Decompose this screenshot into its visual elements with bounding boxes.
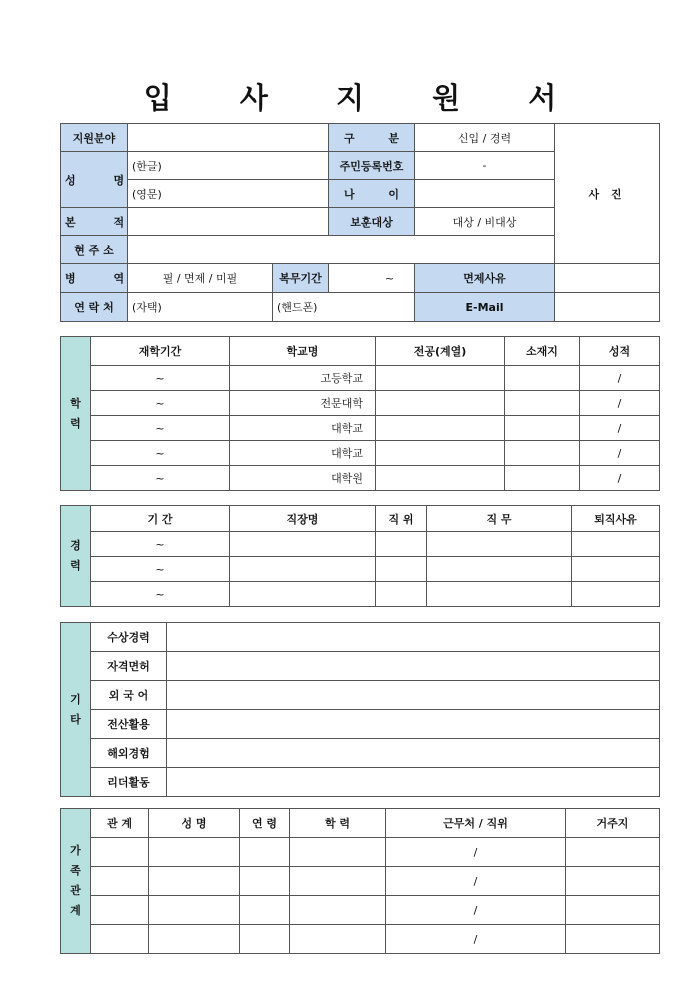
name-eng-input[interactable]: (영문) <box>128 180 329 208</box>
grade-cell[interactable]: / <box>580 391 660 416</box>
rrn-label: 주민등록번호 <box>329 152 415 180</box>
field-input[interactable] <box>128 124 329 152</box>
period-cell[interactable]: ~ <box>91 441 230 466</box>
education-header: 성적 <box>580 337 660 366</box>
duty-cell[interactable] <box>427 582 572 607</box>
service-label: 복무기간 <box>273 264 329 293</box>
etc-item-label: 해외경험 <box>91 739 167 768</box>
etc-item-label: 외 국 어 <box>91 681 167 710</box>
company-cell[interactable] <box>230 582 376 607</box>
career-header: 직 무 <box>427 506 572 532</box>
major-cell[interactable] <box>376 416 505 441</box>
family-edu-cell[interactable] <box>290 867 386 896</box>
veteran-value[interactable]: 대상 / 비대상 <box>415 208 555 236</box>
education-table <box>60 336 660 491</box>
table-row <box>61 441 660 466</box>
basic-info-table <box>60 123 660 322</box>
period-cell[interactable]: ~ <box>91 466 230 491</box>
family-name-cell[interactable] <box>149 867 240 896</box>
service-value[interactable]: ~ <box>329 264 415 293</box>
major-cell[interactable] <box>376 441 505 466</box>
school-cell[interactable]: 대학교 <box>230 416 376 441</box>
position-cell[interactable] <box>376 532 427 557</box>
family-age-cell[interactable] <box>240 867 290 896</box>
family-age-cell[interactable] <box>240 838 290 867</box>
workplace-cell[interactable]: / <box>386 896 566 925</box>
field-label: 지원분야 <box>61 124 128 152</box>
period-cell[interactable]: ~ <box>91 582 230 607</box>
workplace-cell[interactable]: / <box>386 867 566 896</box>
family-header: 관 계 <box>91 809 149 838</box>
address-label: 현 주 소 <box>61 236 128 264</box>
period-cell[interactable]: ~ <box>91 416 230 441</box>
leave-reason-cell[interactable] <box>572 582 660 607</box>
mobile-input[interactable]: (핸드폰) <box>273 293 415 322</box>
career-header: 기 간 <box>91 506 230 532</box>
table-row <box>61 925 660 954</box>
grade-cell[interactable]: / <box>580 441 660 466</box>
family-header: 근무처 / 직위 <box>386 809 566 838</box>
residence-cell[interactable] <box>566 925 660 954</box>
school-cell[interactable]: 고등학교 <box>230 366 376 391</box>
table-row <box>61 532 660 557</box>
etc-item-input[interactable] <box>167 681 660 710</box>
location-cell[interactable] <box>505 366 580 391</box>
page-title: 입 사 지 원 서 <box>143 81 586 115</box>
period-cell[interactable]: ~ <box>91 532 230 557</box>
period-cell[interactable]: ~ <box>91 366 230 391</box>
etc-item-label: 리더활동 <box>91 768 167 797</box>
family-header: 학 력 <box>290 809 386 838</box>
grade-cell[interactable]: / <box>580 416 660 441</box>
military-label: 병 역 <box>61 264 128 293</box>
family-edu-cell[interactable] <box>290 925 386 954</box>
major-cell[interactable] <box>376 466 505 491</box>
education-header: 학교명 <box>230 337 376 366</box>
family-name-cell[interactable] <box>149 925 240 954</box>
family-name-cell[interactable] <box>149 896 240 925</box>
etc-item-input[interactable] <box>167 739 660 768</box>
education-header: 전공(계열) <box>376 337 505 366</box>
origin-input[interactable] <box>128 208 329 236</box>
military-value[interactable]: 필 / 면제 / 미필 <box>128 264 273 293</box>
etc-item-label: 전산활용 <box>91 710 167 739</box>
age-input[interactable] <box>415 180 555 208</box>
career-header: 직 위 <box>376 506 427 532</box>
etc-item-label: 수상경력 <box>91 623 167 652</box>
email-label: E-Mail <box>415 293 555 322</box>
family-side-label: 가 족 관 계 <box>61 809 91 954</box>
workplace-cell[interactable]: / <box>386 925 566 954</box>
leave-reason-cell[interactable] <box>572 532 660 557</box>
family-table <box>60 808 660 954</box>
position-cell[interactable] <box>376 557 427 582</box>
leave-reason-cell[interactable] <box>572 557 660 582</box>
table-row <box>61 582 660 607</box>
school-cell[interactable]: 전문대학 <box>230 391 376 416</box>
grade-cell[interactable]: / <box>580 366 660 391</box>
category-label: 구 분 <box>329 124 415 152</box>
table-row <box>61 838 660 867</box>
table-row <box>61 867 660 896</box>
table-row <box>61 416 660 441</box>
residence-cell[interactable] <box>566 838 660 867</box>
company-cell[interactable] <box>230 557 376 582</box>
residence-cell[interactable] <box>566 896 660 925</box>
photo-box[interactable]: 사 진 <box>555 124 660 264</box>
location-cell[interactable] <box>505 466 580 491</box>
name-kor-input[interactable]: (한글) <box>128 152 329 180</box>
table-row <box>61 391 660 416</box>
exempt-input[interactable] <box>555 264 660 293</box>
career-header: 퇴직사유 <box>572 506 660 532</box>
family-edu-cell[interactable] <box>290 896 386 925</box>
education-header: 소재지 <box>505 337 580 366</box>
family-header: 거주지 <box>566 809 660 838</box>
company-cell[interactable] <box>230 532 376 557</box>
table-row <box>61 557 660 582</box>
veteran-label: 보훈대상 <box>329 208 415 236</box>
name-label: 성 명 <box>61 152 128 208</box>
location-cell[interactable] <box>505 441 580 466</box>
relation-cell[interactable] <box>91 925 149 954</box>
family-age-cell[interactable] <box>240 925 290 954</box>
family-edu-cell[interactable] <box>290 838 386 867</box>
table-row <box>61 366 660 391</box>
family-header: 연 령 <box>240 809 290 838</box>
address-input[interactable] <box>128 236 555 264</box>
relation-cell[interactable] <box>91 896 149 925</box>
career-side-label: 경 력 <box>61 506 91 607</box>
career-table <box>60 505 660 607</box>
major-cell[interactable] <box>376 391 505 416</box>
period-cell[interactable]: ~ <box>91 557 230 582</box>
location-cell[interactable] <box>505 416 580 441</box>
education-side-label: 학 력 <box>61 337 91 491</box>
etc-side-label: 기 타 <box>61 623 91 797</box>
etc-table <box>60 622 660 797</box>
email-input[interactable] <box>555 293 660 322</box>
grade-cell[interactable]: / <box>580 466 660 491</box>
etc-item-input[interactable] <box>167 623 660 652</box>
etc-item-label: 자격면허 <box>91 652 167 681</box>
family-age-cell[interactable] <box>240 896 290 925</box>
exempt-label: 면제사유 <box>415 264 555 293</box>
origin-label: 본 적 <box>61 208 128 236</box>
family-header: 성 명 <box>149 809 240 838</box>
major-cell[interactable] <box>376 366 505 391</box>
workplace-cell[interactable]: / <box>386 838 566 867</box>
etc-item-input[interactable] <box>167 710 660 739</box>
table-row <box>61 466 660 491</box>
school-cell[interactable]: 대학교 <box>230 441 376 466</box>
category-value[interactable]: 신입 / 경력 <box>415 124 555 152</box>
school-cell[interactable]: 대학원 <box>230 466 376 491</box>
career-header: 직장명 <box>230 506 376 532</box>
duty-cell[interactable] <box>427 557 572 582</box>
contact-label: 연 락 처 <box>61 293 128 322</box>
age-label: 나 이 <box>329 180 415 208</box>
education-header: 재학기간 <box>91 337 230 366</box>
duty-cell[interactable] <box>427 532 572 557</box>
period-cell[interactable]: ~ <box>91 391 230 416</box>
table-row <box>61 896 660 925</box>
family-name-cell[interactable] <box>149 838 240 867</box>
relation-cell[interactable] <box>91 838 149 867</box>
residence-cell[interactable] <box>566 867 660 896</box>
etc-item-input[interactable] <box>167 768 660 797</box>
etc-item-input[interactable] <box>167 652 660 681</box>
location-cell[interactable] <box>505 391 580 416</box>
position-cell[interactable] <box>376 582 427 607</box>
relation-cell[interactable] <box>91 867 149 896</box>
rrn-value[interactable]: - <box>415 152 555 180</box>
home-phone-input[interactable]: (자택) <box>128 293 273 322</box>
